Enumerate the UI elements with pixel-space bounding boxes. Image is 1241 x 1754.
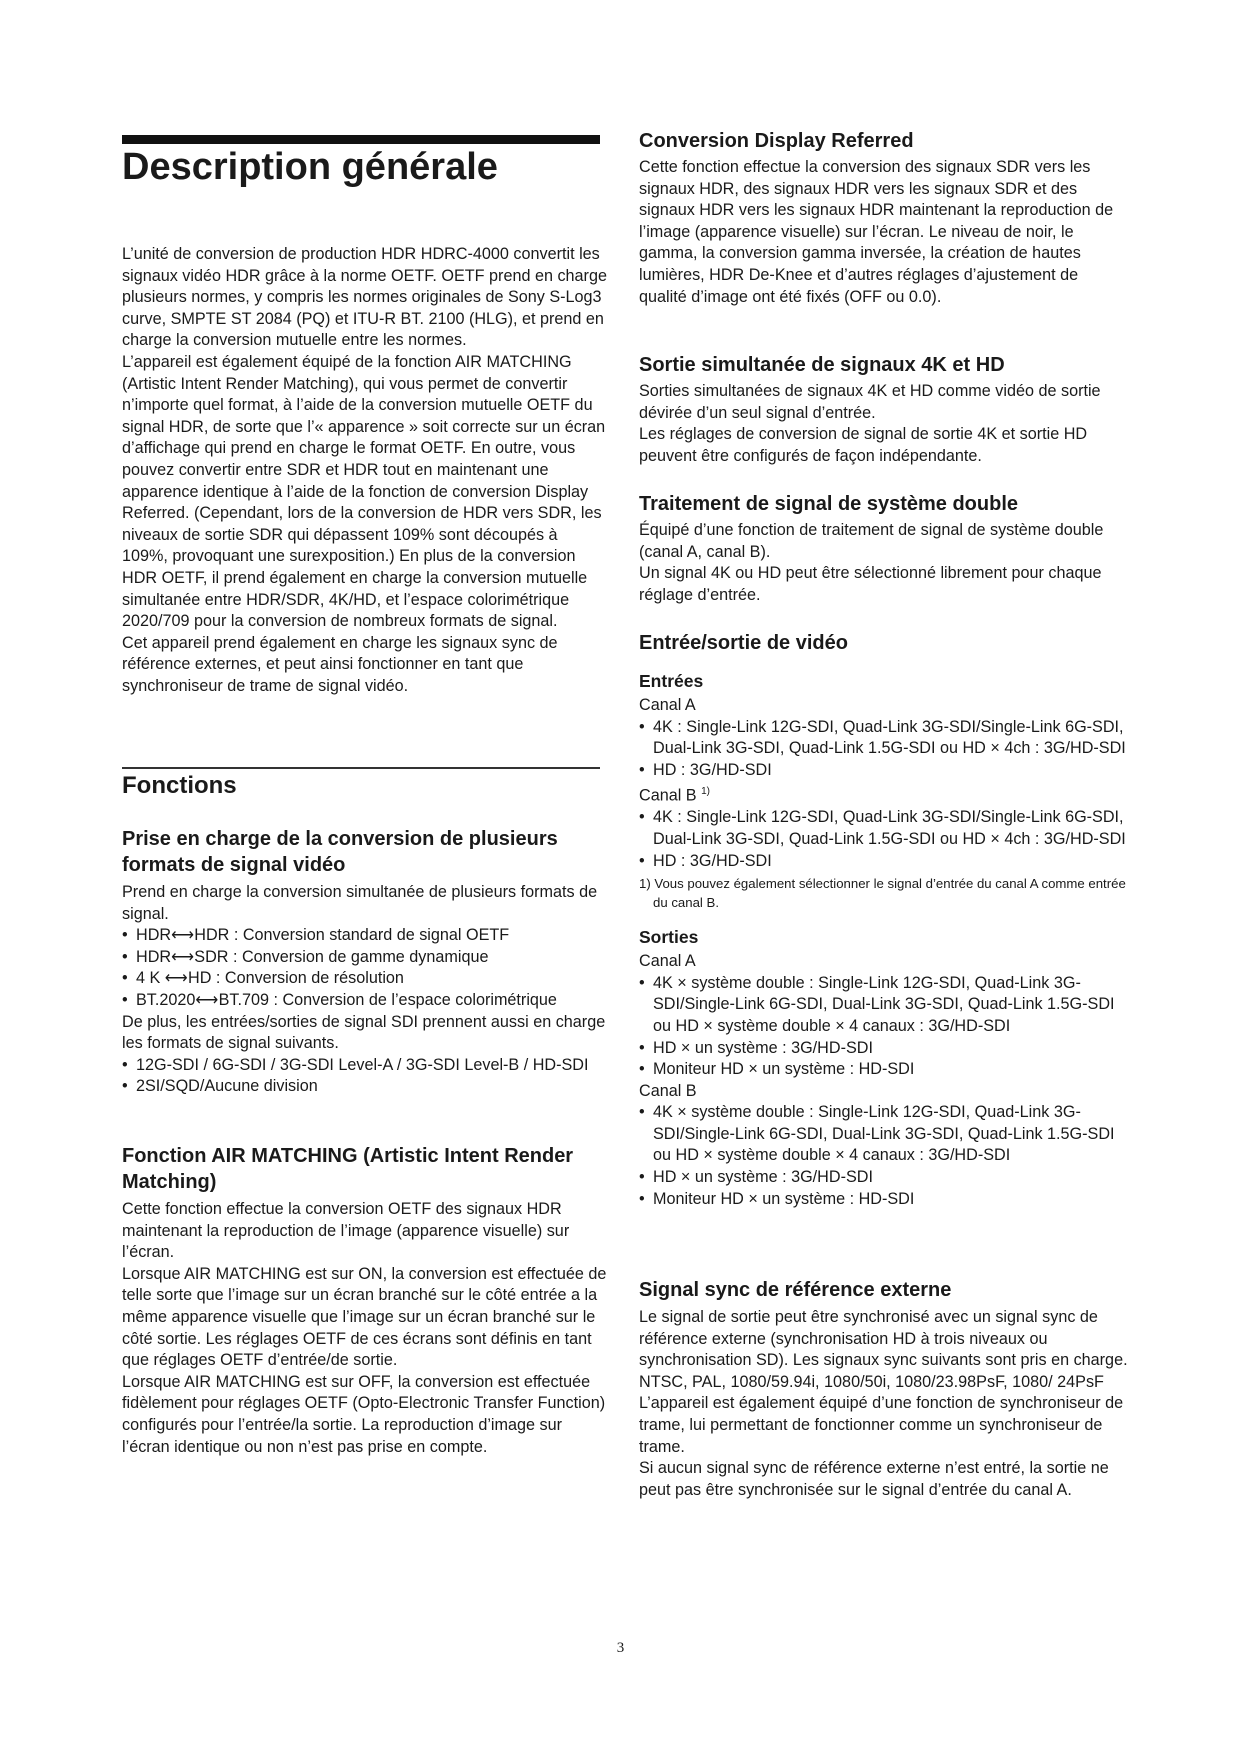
output-canal-b-list xyxy=(639,1102,1129,1210)
list-item: • HD : 3G/HD-SDI xyxy=(639,851,1129,873)
input-canal-b-label: Canal B xyxy=(639,786,697,805)
dual-system-section xyxy=(639,491,1129,606)
list-item: • HDR⟷HDR : Conversion standard de signal OETF xyxy=(122,925,607,947)
external-sync-section xyxy=(639,1277,1129,1501)
video-io-section xyxy=(639,630,1129,1210)
sync-paragraph: Si aucun signal sync de référence externe n’est entré, la sortie ne peut pas être synchronisée sur le signal d’entrée du canal A. xyxy=(639,1459,1109,1499)
sync-paragraph: NTSC, PAL, 1080/59.94i, 1080/50i, 1080/23.98PsF, 1080/ 24PsF xyxy=(639,1372,1104,1391)
list-item: • HD × un système : 3G/HD-SDI xyxy=(639,1038,1129,1060)
list-item: • 4K × système double : Single-Link 12G-SDI, Quad-Link 3G-SDI/Single-Link 6G-SDI, Dual-Link 3G-SDI, Quad-Link 1.5G-SDI ou HD × système double × 4 canaux : 3G/HD-SDI xyxy=(639,973,1129,1038)
list-item: • HD × un système : 3G/HD-SDI xyxy=(639,1167,1129,1189)
output-canal-a: Canal A xyxy=(639,952,696,971)
footnote: 1) Vous pouvez également sélectionner le signal d’entrée du canal A comme entrée du canal B. xyxy=(639,876,1126,911)
air-paragraph: Cette fonction effectue la conversion OETF des signaux HDR maintenant la reproduction de l’image (apparence visuelle) sur l’écran. xyxy=(122,1200,570,1262)
air-paragraph: Lorsque AIR MATCHING est sur ON, la conversion est effectuée de telle sorte que l’image sur un écran branché sur le côté entrée a la même apparence visuelle que l’image sur un écran branché sur le côté sortie. Les réglages OETF de ces écrans sont définis en tant que réglages OETF d’entrée/de sortie. xyxy=(122,1264,607,1370)
sdi-format-list xyxy=(122,1055,607,1098)
conversion-section xyxy=(122,826,607,1098)
simultaneous-paragraph: Sorties simultanées de signaux 4K et HD comme vidéo de sortie dévirée d’un seul signal d’entrée. xyxy=(639,382,1101,422)
list-item: • 4K : Single-Link 12G-SDI, Quad-Link 3G-SDI/Single-Link 6G-SDI, Dual-Link 3G-SDI, Quad-Link 1.5G-SDI ou HD × 4ch : 3G/HD-SDI xyxy=(639,717,1129,760)
intro-paragraph: Cet appareil prend également en charge les signaux sync de référence externes, et peut ainsi fonctionner en tant que synchroniseur de trame de signal vidéo. xyxy=(122,633,558,695)
list-item: • 4K : Single-Link 12G-SDI, Quad-Link 3G-SDI/Single-Link 6G-SDI, Dual-Link 3G-SDI, Quad-Link 1.5G-SDI ou HD × 4ch : 3G/HD-SDI xyxy=(639,807,1129,850)
sync-paragraph: L’appareil est également équipé d’une fonction de synchroniseur de trame, lui permettant de fonctionner comme un synchroniseur de trame. xyxy=(639,1394,1124,1456)
inputs-title: Entrées xyxy=(639,671,704,691)
display-referred-text: Cette fonction effectue la conversion des signaux SDR vers les signaux HDR, des signaux HDR vers les signaux SDR et des signaux HDR vers les signaux HDR maintenant la reproduction de l’image (apparence visuelle) sur l’écran. Le niveau de noir, le gamma, la conversion gamma inversée, la création de hautes lumières, HDR De-Knee et d’autres réglages d’ajustement de qualité d’image ont été fixés (OFF ou 0.0). xyxy=(639,158,1114,306)
display-referred-section xyxy=(639,128,1129,308)
footnote-ref: 1) xyxy=(701,786,710,798)
functions-title: Fonctions xyxy=(122,772,237,799)
intro-paragraph: L’unité de conversion de production HDR HDRC-4000 convertit les signaux vidéo HDR grâce à la norme OETF. OETF prend en charge plusieurs normes, y compris les normes originales de Sony S-Log3 curve, SMPTE ST 2084 (PQ) et ITU-R BT. 2100 (HLG), et prend en charge la conversion mutuelle entre les normes. xyxy=(122,245,607,350)
list-item: • BT.2020⟷BT.709 : Conversion de l’espace colorimétrique xyxy=(122,990,607,1012)
intro-paragraph: L’appareil est également équipé de la fonction AIR MATCHING (Artistic Intent Render Matching), qui vous permet de convertir n’importe quel format, à l’aide de la conversion mutuelle OETF du signal HDR, de sorte que l’« apparence » soit correcte sur un écran d’affichage qui prend en charge le format OETF. En outre, vous pouvez convertir entre SDR et HDR tout en maintenant une apparence identique à l’aide de la fonction de conversion Display Referred. (Cependant, lors de la conversion de HDR vers SDR, les niveaux de sortie SDR qui dépassent 109% sont découpés à 109%, provoquant une surexposition.) En plus de la conversion HDR OETF, il prend également en charge la conversion mutuelle simultanée entre HDR/SDR, 4K/HD, et l’espace colorimétrique 2020/709 pour la conversion de nombreux formats de signal. xyxy=(122,352,606,631)
conversion-list xyxy=(122,925,607,1011)
conversion-paragraph: De plus, les entrées/sorties de signal SDI prennent aussi en charge les formats de signal suivants. xyxy=(122,1012,606,1053)
display-referred-heading: Conversion Display Referred xyxy=(639,130,914,152)
input-canal-a-list xyxy=(639,717,1129,782)
simultaneous-output-section xyxy=(639,352,1129,467)
output-canal-b: Canal B xyxy=(639,1081,697,1100)
title-rule xyxy=(122,135,600,144)
air-matching-heading: Fonction AIR MATCHING (Artistic Intent Render Matching) xyxy=(122,1145,574,1193)
page-title: Description générale xyxy=(122,146,498,188)
dual-paragraph: Un signal 4K ou HD peut être sélectionné librement pour chaque réglage d’entrée. xyxy=(639,564,1102,604)
video-io-heading: Entrée/sortie de vidéo xyxy=(639,632,848,654)
list-item: • Moniteur HD × un système : HD-SDI xyxy=(639,1189,1129,1211)
simultaneous-output-heading: Sortie simultanée de signaux 4K et HD xyxy=(639,354,1005,376)
dual-paragraph: Équipé d’une fonction de traitement de signal de système double (canal A, canal B). xyxy=(639,521,1104,561)
page-number: 3 xyxy=(616,1640,625,1656)
list-item: • 4K × système double : Single-Link 12G-SDI, Quad-Link 3G-SDI/Single-Link 6G-SDI, Dual-Link 3G-SDI, Quad-Link 1.5G-SDI ou HD × système double × 4 canaux : 3G/HD-SDI xyxy=(639,1102,1129,1167)
dual-system-heading: Traitement de signal de système double xyxy=(639,493,1019,515)
external-sync-heading: Signal sync de référence externe xyxy=(639,1279,952,1301)
intro-section xyxy=(122,244,607,697)
sync-paragraph: Le signal de sortie peut être synchronisé avec un signal sync de référence externe (synchronisation HD à trois niveaux ou synchronisation SD). Les signaux sync suivants sont pris en charge. xyxy=(639,1308,1128,1370)
list-item: • HD : 3G/HD-SDI xyxy=(639,760,1129,782)
outputs-title: Sorties xyxy=(639,927,699,948)
list-item: • 12G-SDI / 6G-SDI / 3G-SDI Level-A / 3G-SDI Level-B / HD-SDI xyxy=(122,1055,607,1077)
simultaneous-paragraph: Les réglages de conversion de signal de sortie 4K et sortie HD peuvent être configurés de façon indépendante. xyxy=(639,425,1088,465)
input-canal-b-list xyxy=(639,807,1129,872)
list-item: • Moniteur HD × un système : HD-SDI xyxy=(639,1059,1129,1081)
functions-rule xyxy=(122,767,600,769)
list-item: • 4 K ⟷HD : Conversion de résolution xyxy=(122,968,607,990)
list-item: • HDR⟷SDR : Conversion de gamme dynamique xyxy=(122,947,607,969)
air-matching-section xyxy=(122,1143,607,1458)
list-item: • 2SI/SQD/Aucune division xyxy=(122,1076,607,1098)
air-paragraph: Lorsque AIR MATCHING est sur OFF, la conversion est effectuée fidèlement pour réglages OETF (Opto-Electronic Transfer Function) configurés pour l’entrée/la sortie. La reproduction d’image sur l’écran identique ou non n’est pas prise en compte. xyxy=(122,1372,606,1456)
conversion-heading: Prise en charge de la conversion de plusieurs formats de signal vidéo xyxy=(122,828,558,876)
conversion-intro: Prend en charge la conversion simultanée de plusieurs formats de signal. xyxy=(122,883,598,923)
input-canal-a: Canal A xyxy=(639,696,696,714)
input-canal-b xyxy=(639,781,1129,807)
output-canal-a-list xyxy=(639,973,1129,1081)
